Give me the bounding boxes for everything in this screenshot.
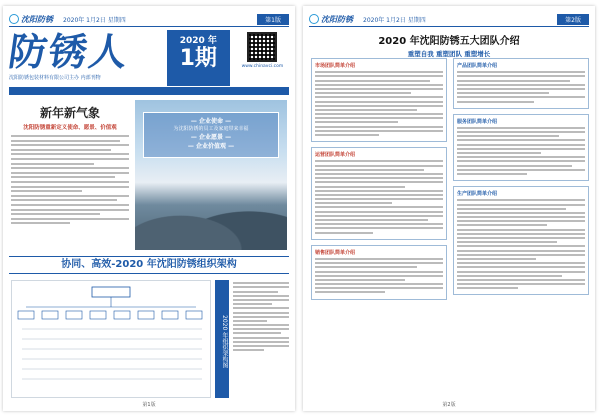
- section-marketing: 市场团队简单介绍: [311, 58, 447, 142]
- right-column: [453, 58, 589, 300]
- website-url: www.chinavci.com: [241, 64, 284, 69]
- issue-block: [167, 30, 230, 86]
- org-chart-diagram: [11, 280, 211, 398]
- org-chart-graphic: [12, 281, 210, 397]
- page-header: [9, 12, 289, 27]
- lead-article: [11, 100, 129, 227]
- lead-body-text: [11, 135, 129, 224]
- section-product: 产品团队简单介绍: [453, 58, 589, 109]
- qr-code-icon: [247, 32, 277, 62]
- logo-icon: [9, 14, 19, 24]
- issue-number: 1期: [179, 46, 217, 71]
- issue-year: 2020 年: [179, 36, 217, 46]
- mission-box: — 企业使命 — 为沈阳防锈的员工及家庭带来幸福 — 企业愿景 — — 企业价值观 —: [143, 112, 279, 158]
- lead-subhead: 沈阳防锈重新定义使命、愿景、价值观: [23, 125, 117, 131]
- section-sales: 销售团队简单介绍: [311, 245, 447, 300]
- org-description-text: [233, 280, 289, 353]
- page-number-badge: 第2版: [557, 14, 589, 25]
- newspaper-page-1: [3, 6, 295, 411]
- section-service: 服务团队简单介绍: [453, 114, 589, 181]
- page-footer: 第1版: [142, 402, 156, 408]
- newspaper-page-2: [303, 6, 595, 411]
- issue-date: 2020年 1月2日 星期四: [363, 16, 426, 24]
- issue-date: 2020年 1月2日 星期四: [63, 16, 126, 24]
- page-title-block: [309, 32, 589, 58]
- company-logo: 沈阳防锈: [9, 14, 53, 25]
- page-footer: 第2版: [442, 402, 456, 408]
- page-number-badge: 第1版: [257, 14, 289, 25]
- page-header: [309, 12, 589, 27]
- masthead: [5, 29, 289, 86]
- masthead-strip: [9, 87, 289, 95]
- section-production: 生产团队简单介绍: [453, 186, 589, 295]
- org-side-title: 2020 年组织架构图: [215, 280, 229, 398]
- page-subtitle: 重塑自我 重塑团队 重塑增长: [407, 50, 491, 58]
- lead-headline: 新年新气象: [39, 106, 100, 120]
- newspaper-title: 防锈人: [5, 29, 133, 74]
- logo-icon: [309, 14, 319, 24]
- left-column: [311, 58, 447, 305]
- hero-image: [135, 100, 287, 250]
- mountain-landscape: [135, 190, 287, 250]
- section-operations: 运营团队简单介绍: [311, 147, 447, 240]
- company-logo: 沈阳防锈: [309, 14, 353, 25]
- page-title: 2020 年沈阳防锈五大团队介绍: [378, 36, 520, 47]
- org-section-title: 协同、高效-2020 年沈阳防锈组织架构: [9, 256, 289, 274]
- publisher-line: 沈阳防锈包装材料有限公司主办 内部刊物: [9, 75, 101, 81]
